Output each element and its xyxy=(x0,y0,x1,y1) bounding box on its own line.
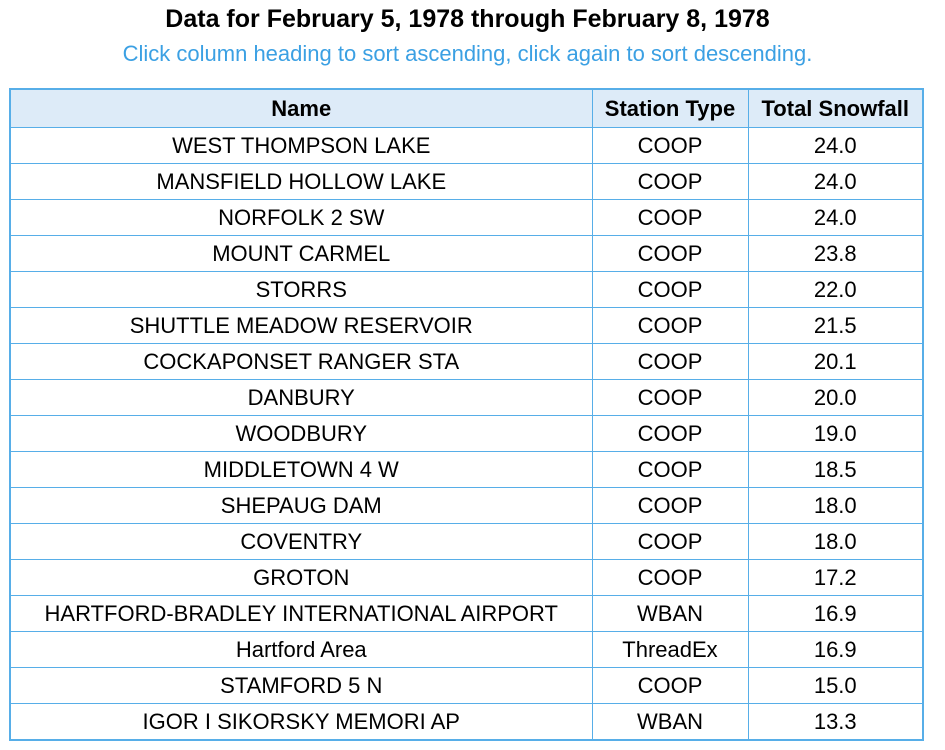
cell-total-snowfall: 19.0 xyxy=(748,416,923,452)
cell-station-type: COOP xyxy=(592,668,748,704)
cell-total-snowfall: 23.8 xyxy=(748,236,923,272)
cell-total-snowfall: 21.5 xyxy=(748,308,923,344)
cell-name: WOODBURY xyxy=(10,416,592,452)
table-header-row xyxy=(10,89,923,128)
cell-station-type: COOP xyxy=(592,560,748,596)
table-row xyxy=(10,272,923,308)
cell-station-type: ThreadEx xyxy=(592,632,748,668)
table-row xyxy=(10,308,923,344)
cell-name: HARTFORD-BRADLEY INTERNATIONAL AIRPORT xyxy=(10,596,592,632)
cell-station-type: COOP xyxy=(592,344,748,380)
cell-station-type: COOP xyxy=(592,200,748,236)
cell-station-type: COOP xyxy=(592,452,748,488)
cell-name: NORFOLK 2 SW xyxy=(10,200,592,236)
cell-total-snowfall: 16.9 xyxy=(748,632,923,668)
table-row xyxy=(10,416,923,452)
cell-total-snowfall: 22.0 xyxy=(748,272,923,308)
cell-name: Hartford Area xyxy=(10,632,592,668)
column-header-name[interactable]: Name xyxy=(10,89,592,128)
cell-total-snowfall: 17.2 xyxy=(748,560,923,596)
cell-station-type: COOP xyxy=(592,236,748,272)
cell-station-type: COOP xyxy=(592,272,748,308)
cell-name: STORRS xyxy=(10,272,592,308)
cell-station-type: COOP xyxy=(592,164,748,200)
table-row xyxy=(10,524,923,560)
table-row xyxy=(10,452,923,488)
table-row xyxy=(10,380,923,416)
table-row xyxy=(10,164,923,200)
table-row xyxy=(10,488,923,524)
cell-name: MOUNT CARMEL xyxy=(10,236,592,272)
cell-name: WEST THOMPSON LAKE xyxy=(10,128,592,164)
cell-name: SHEPAUG DAM xyxy=(10,488,592,524)
cell-name: MIDDLETOWN 4 W xyxy=(10,452,592,488)
cell-station-type: WBAN xyxy=(592,596,748,632)
cell-name: COCKAPONSET RANGER STA xyxy=(10,344,592,380)
cell-total-snowfall: 18.0 xyxy=(748,488,923,524)
cell-station-type: COOP xyxy=(592,524,748,560)
cell-total-snowfall: 15.0 xyxy=(748,668,923,704)
table-row xyxy=(10,596,923,632)
table-row xyxy=(10,704,923,741)
cell-name: GROTON xyxy=(10,560,592,596)
cell-total-snowfall: 20.0 xyxy=(748,380,923,416)
table-row xyxy=(10,560,923,596)
cell-total-snowfall: 24.0 xyxy=(748,128,923,164)
cell-station-type: COOP xyxy=(592,380,748,416)
cell-station-type: COOP xyxy=(592,488,748,524)
cell-station-type: COOP xyxy=(592,416,748,452)
cell-station-type: COOP xyxy=(592,308,748,344)
snowfall-table xyxy=(9,88,924,741)
column-header-total-snowfall[interactable]: Total Snowfall xyxy=(748,89,923,128)
cell-total-snowfall: 20.1 xyxy=(748,344,923,380)
cell-total-snowfall: 18.5 xyxy=(748,452,923,488)
cell-total-snowfall: 13.3 xyxy=(748,704,923,741)
cell-total-snowfall: 24.0 xyxy=(748,200,923,236)
table-row xyxy=(10,668,923,704)
cell-name: STAMFORD 5 N xyxy=(10,668,592,704)
cell-total-snowfall: 16.9 xyxy=(748,596,923,632)
cell-name: SHUTTLE MEADOW RESERVOIR xyxy=(10,308,592,344)
table-row xyxy=(10,200,923,236)
cell-station-type: WBAN xyxy=(592,704,748,741)
table-row xyxy=(10,344,923,380)
table-row xyxy=(10,128,923,164)
table-row xyxy=(10,632,923,668)
cell-name: COVENTRY xyxy=(10,524,592,560)
cell-total-snowfall: 24.0 xyxy=(748,164,923,200)
page-title: Data for February 5, 1978 through February 8, 1978 xyxy=(165,5,770,33)
cell-name: MANSFIELD HOLLOW LAKE xyxy=(10,164,592,200)
sort-hint: Click column heading to sort ascending, click again to sort descending. xyxy=(122,41,813,66)
cell-station-type: COOP xyxy=(592,128,748,164)
column-header-station-type[interactable]: Station Type xyxy=(592,89,748,128)
cell-name: DANBURY xyxy=(10,380,592,416)
cell-total-snowfall: 18.0 xyxy=(748,524,923,560)
table-row xyxy=(10,236,923,272)
cell-name: IGOR I SIKORSKY MEMORI AP xyxy=(10,704,592,741)
